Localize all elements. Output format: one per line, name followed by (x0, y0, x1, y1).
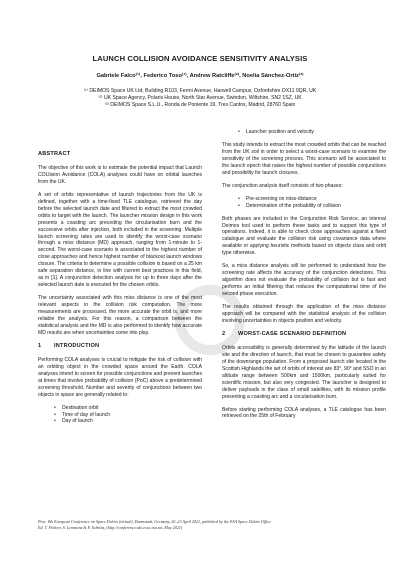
list-item: • Day of launch (54, 418, 202, 425)
section-1-number: 1 (38, 342, 42, 349)
abstract-paragraph-1: The objective of this work is to estimate the potential impact that Launch COLlision Avoidance (COLA) analyses could have on orbital launches from the UK. (38, 164, 202, 185)
list-item: • Destination orbit (54, 405, 202, 412)
abstract-heading: ABSTRACT (38, 151, 71, 157)
list-item: • Time of day of launch (54, 412, 202, 419)
section-2-title: WORST-CASE SCENARIO DEFINITION (238, 330, 347, 337)
affiliation-3: ⁽³⁾ DEIMOS Space S.L.U., Ronda de Poniente 19, Tres Cantos, Madrid, 28760 Spain (104, 102, 296, 108)
right-paragraph-6: Orbits accessibility is generally determined by the latitude of the launch site and the direction of launch, that must be chosen to guarantee safety of the downrange population. From a proposed launch site located in the Scottish Highlands the set of orbits of interest are 83°, 90° and SSO in an altitude range between 500km and 1500km, particularly suited for scientific mission, but also very congested. The launcher is designed to deliver payloads in the class of small satellites, with its mission profile presenting a coasting arc and a circularisation burn. (222, 344, 386, 400)
right-paragraph-3: Both phases are included in the Conjunction Risk Service, an internal Deimos tool used to perform these tasks and to support this type of operations. Indeed, it is able to check close approaches against a fixed catalogue and evaluate the collision risk using covariance data where available or applying heuristic methods based on objects class and orbit type otherwise. (222, 215, 386, 257)
right-paragraph-2: The conjunction analysis itself consists of two phases: (222, 182, 343, 189)
continued-bullet-list (222, 129, 386, 136)
right-paragraph-4: So, a miss distance analysis will be performed to understand how the screening rate affects the accuracy of the conjunction detections. This algorithm does not evaluate the probability of collision but is fast and performs an initial filtering that reduces the computational time of the second phase execution. (222, 263, 386, 298)
right-column (222, 129, 386, 426)
list-item: • Launcher position and velocity (238, 129, 386, 136)
abstract-paragraph-2: A set of orbits representative of launch trajectories from the UK is defined, together with a time-fixed TLE catalogue, retrieved the day before the selected launch date and filtered to extract the most crowded orbits to target with the launch. The launcher mission design in this work presents a coasting arc preceding the circularisation burn and the successive orbits after injection, both included in the screening. Multiple launch screening rates are used to identify the worst-case scenario through a miss distance (MD) approach, ranging from 1-minute to 1-second. The worst-case scenario is associated to the highest number of close approaches and hence highest number of blackout launch windows closure. The criteria to determine a possible collision is based on a 25 km safe separation distance, in line with current best practices in this field, as in [1]. A conjunction detection analysis for up to three days after the selected launch date is executed for the chosen orbits. (38, 191, 202, 289)
abstract-paragraph-3: The uncertainty associated with this miss distance is one of the most relevant aspects in the collision risk computation. The more measurements are processed, the more accurate the orbit is, and more reliable the analysis. For this reason, a comparison between the statistical analysis and the MD is also performed to identify how accurate MD results are when uncertainties come into play. (38, 295, 202, 336)
footer-line-1: Proc. 8th European Conference on Space Debris (virtual), Darmstadt, Germany, 20–23 April 2021, published by the ESA Space Debris Office (38, 519, 271, 524)
list-item: • Determination of the probability of collision (238, 203, 386, 210)
left-column (38, 151, 202, 431)
section-1-heading (38, 343, 202, 350)
intro-paragraph-1: Performing COLA analyses is crucial to mitigate the risk of collision with an orbiting object in the crowded space around the Earth. COLA analyses intend to screen for possible conjunctions and prevent launches at times that involve probability of collision (PoC) above a predetermined screening threshold. Number and severity of conjunctions between two objects in space are generally related to: (38, 356, 202, 398)
section-2-number: 2 (222, 330, 226, 337)
affiliations (0, 88, 400, 109)
section-1-title: INTRODUCTION (54, 342, 100, 349)
right-paragraph-1: This study intends to extract the most crowded orbits that can be reached from the UK soil in order to select a worst-case scenario to examine the sensitivity of the screening process. This scenario will be associated to the launch epoch that raises the highest number of possible conjunctions and possibility for launch closures. (222, 141, 386, 176)
section-2-heading (222, 331, 386, 338)
affiliation-1: ⁽¹⁾ DEIMOS Space UK Ltd, Building R103, Fermi Avenue, Harwell Campus, Oxfordshire OX11 0QR, UK (83, 88, 317, 94)
intro-bullet-list (38, 405, 202, 426)
paper-title: LAUNCH COLLISION AVOIDANCE SENSITIVITY ANALYSIS (92, 54, 308, 63)
footer-line-2: Ed. T. Flohrer, S. Lemmens & F. Schmitz, (http://conference.sdo.esoc.esa.int, May 2021) (38, 524, 183, 530)
list-item: • Pre-screening on miss-distance (238, 196, 386, 203)
right-paragraph-5: The results obtained through the application of the miss distance approach will be compared with the statistical analysis of the collision involving uncertainties in objects position and velocity. (222, 304, 386, 324)
page-footer (38, 519, 368, 530)
phases-list (222, 196, 386, 210)
author-list: Gabriele Falco⁽¹⁾, Federico Toso⁽¹⁾, Andrew Ratcliffe⁽²⁾, Noelia Sánchez-Ortiz⁽³⁾ (96, 73, 304, 79)
affiliation-2: ⁽²⁾ UK Space Agency, Polaris House, North Star Avenue, Swindon, Wiltshire, SN2 1SZ, UK (98, 95, 302, 101)
right-paragraph-7: Before starting performing COLA analyses, a TLE catalogue has been retrieved on the 25th of February (222, 406, 386, 420)
